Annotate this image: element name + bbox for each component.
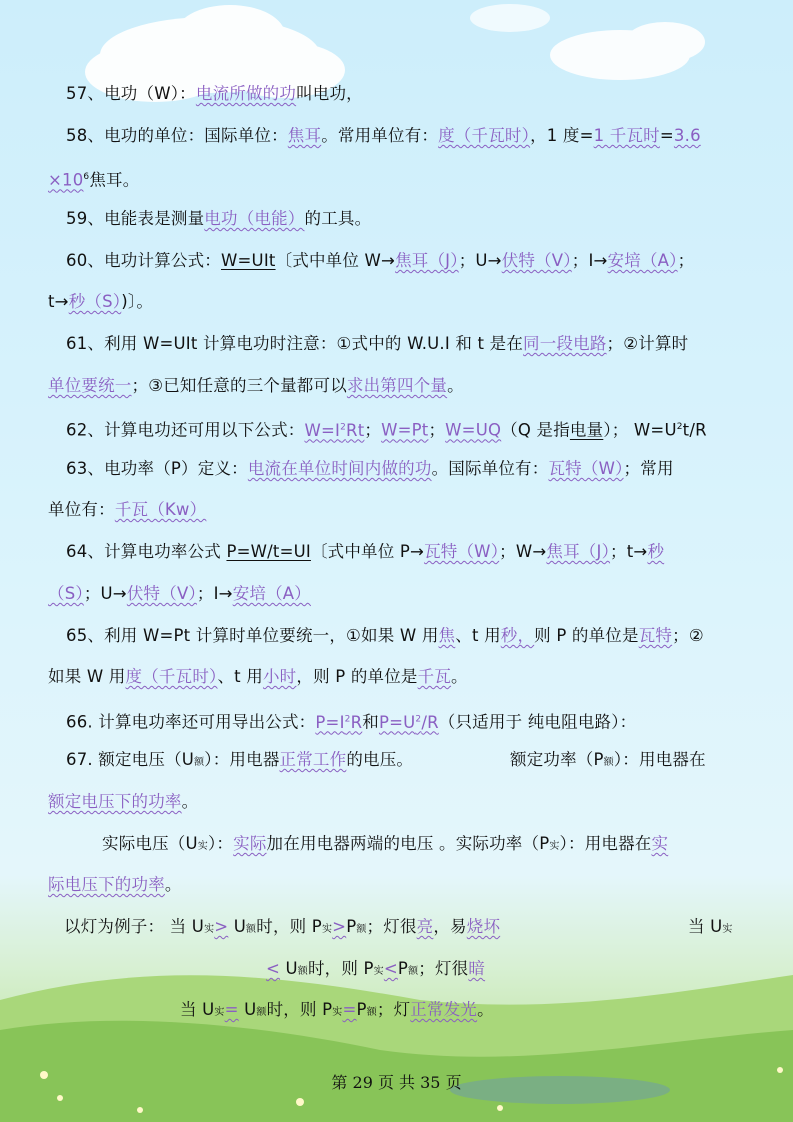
item-64-cont [48, 582, 748, 606]
answer: /R [421, 712, 439, 732]
answer: 秒， [500, 626, 535, 645]
text: 则 P 的单位是 [534, 626, 639, 645]
answer: 伏特（V） [126, 584, 197, 603]
subscript: 额 [366, 1007, 377, 1018]
text: 单位有： [48, 500, 115, 519]
answer: 电功（电能） [204, 209, 305, 228]
answer: > [214, 917, 229, 936]
text: ；灯 [376, 1000, 411, 1019]
answer: 安培（A） [607, 251, 678, 270]
subscript: 实 [214, 1007, 225, 1018]
answer: = [224, 1000, 239, 1019]
example-line-1-right [688, 915, 748, 942]
subscript: 实 [549, 841, 560, 852]
answer: 同一段电路 [523, 334, 607, 353]
text: 额定功率（P [510, 750, 604, 769]
answer: 千瓦 [417, 667, 452, 686]
text: )〕。 [121, 292, 154, 311]
answer: W=UQ [445, 420, 502, 440]
answer: > [332, 917, 347, 936]
answer: 小时 [262, 667, 297, 686]
item-67-cont [48, 790, 748, 814]
text: 。 [477, 1000, 494, 1019]
answer: R [350, 712, 363, 732]
text: 加在用电器两端的电压 。实际功率（P [266, 834, 550, 853]
subscript: 额 [256, 1007, 267, 1018]
text: 66. 计算电功率还可用导出公式： [66, 712, 316, 732]
answer: 瓦特（W） [424, 542, 500, 561]
subscript: 实 [373, 966, 384, 977]
text: ）： [207, 834, 234, 853]
answer: 度（千瓦时） [125, 667, 218, 686]
text: 、t 用 [217, 667, 263, 686]
item-57 [66, 82, 766, 106]
answer: 正常工作 [279, 750, 347, 769]
subscript: 额 [408, 966, 419, 977]
text: ）：用电器在 [559, 834, 652, 853]
formula: W=UIt [221, 251, 276, 270]
text: 时，则 P [266, 1000, 333, 1019]
text: ；灯很 [366, 917, 417, 936]
text: 。 [181, 792, 199, 811]
text: t→ [48, 292, 69, 311]
text: ；U→ [458, 251, 502, 270]
text: 以灯为例子： 当 U [64, 917, 205, 936]
item-65 [66, 624, 766, 648]
item-66 [66, 707, 766, 735]
answer: = [342, 1000, 357, 1019]
answer: 电流所做的功 [195, 84, 297, 103]
text: 。国际单位有： [431, 459, 549, 478]
text: 60、电功计算公式： [66, 251, 221, 270]
answer: 实际 [233, 834, 267, 853]
answer: 亮 [416, 917, 434, 936]
text: P [397, 959, 409, 978]
text: ； [364, 420, 382, 440]
answer: 正常发光 [410, 1000, 478, 1019]
item-63 [66, 457, 766, 481]
subscript: 额 [297, 966, 308, 977]
item-63-cont [48, 498, 748, 522]
text: ；U→ [83, 584, 127, 603]
text: 的工具。 [304, 209, 372, 228]
text: P [356, 1000, 367, 1019]
subscript: 实 [332, 1007, 343, 1018]
answer: 暗 [468, 959, 486, 978]
text: 电量 [569, 420, 604, 440]
text: 。 [451, 667, 468, 686]
answer: 千瓦（Kw） [114, 500, 207, 519]
item-67-rated-power [510, 748, 750, 775]
item-62 [66, 415, 766, 443]
answer: 烧坏 [466, 917, 501, 936]
text: 实际电压（U [102, 834, 198, 853]
answer: 秒（S） [68, 292, 122, 311]
item-61-cont [48, 374, 748, 398]
answer: 单位要统一 [48, 376, 132, 395]
text: ； [428, 420, 446, 440]
subscript: 实 [197, 841, 208, 852]
answer: 焦耳 [287, 126, 322, 145]
text: U [228, 917, 247, 936]
subscript: 实 [722, 924, 733, 935]
text: 时，则 P [256, 917, 322, 936]
text: P [346, 917, 357, 936]
cloud-right [550, 22, 705, 80]
text: ，易 [433, 917, 467, 936]
answer: 度（千瓦时） [438, 126, 531, 145]
answer: 安培（A） [232, 584, 311, 603]
item-59 [66, 207, 766, 231]
superscript: 2 [415, 714, 422, 724]
text: = [659, 126, 674, 145]
answer: < [266, 959, 281, 978]
answer: 实 [651, 834, 669, 853]
text: 62、计算电功还可用以下公式： [66, 420, 305, 440]
text: ； [677, 251, 695, 270]
cloud-small [470, 4, 550, 32]
text: 63、电功率（P）定义： [66, 459, 248, 478]
answer: Rt [346, 420, 365, 440]
answer: 3.6 [673, 126, 701, 145]
answer: P=U [378, 712, 416, 732]
answer: W=I [304, 420, 341, 440]
text: 。常用单位有： [321, 126, 439, 145]
answer: 伏特（V） [501, 251, 572, 270]
text: 如果 W 用 [48, 667, 126, 686]
text: ，则 P 的单位是 [296, 667, 418, 686]
text: 时，则 P [307, 959, 374, 978]
text: 64、计算电功率公式 [66, 542, 227, 561]
text: ；② [672, 626, 704, 645]
answer: ×10 [48, 170, 84, 190]
text: ；I→ [196, 584, 233, 603]
answer: 秒 [647, 542, 665, 561]
example-line-2 [266, 957, 566, 984]
text: 的电压。 [346, 750, 414, 769]
formula: P=W/t=UI [226, 542, 311, 561]
subscript: 实 [204, 924, 215, 935]
answer: W=Pt [381, 420, 429, 440]
answer: 求出第四个量 [346, 376, 448, 395]
text: （Q 是指 [501, 420, 570, 440]
text: 65、利用 W=Pt 计算时单位要统一，①如果 W 用 [66, 626, 439, 645]
answer: < [383, 959, 398, 978]
text: ；t→ [610, 542, 648, 561]
text: ；②计算时 [606, 334, 689, 353]
text: U [280, 959, 298, 978]
text: ，1 度= [530, 126, 594, 145]
text: ；I→ [571, 251, 608, 270]
answer: 焦 [438, 626, 456, 645]
text: 焦耳。 [89, 170, 140, 190]
actual-line [102, 832, 793, 859]
subscript: 额 [194, 757, 205, 768]
superscript: 6 [83, 172, 90, 182]
subscript: 实 [321, 924, 333, 935]
text: ；W→ [499, 542, 547, 561]
text: 58、电功的单位：国际单位： [66, 126, 288, 145]
text: 。 [164, 875, 182, 894]
text: 59、电能表是测量 [66, 209, 205, 228]
text: 。 [447, 376, 464, 395]
text: U [238, 1000, 257, 1019]
text: 、t 用 [455, 626, 501, 645]
example-line-1 [64, 915, 564, 942]
text: 〔式中单位 W→ [275, 251, 396, 270]
text: 当 U [180, 1000, 215, 1019]
page-footer: 第 29 页 共 35 页 [331, 1073, 462, 1092]
item-60 [66, 249, 766, 273]
answer: （S） [48, 584, 84, 603]
answer: 瓦特 [638, 626, 673, 645]
superscript: 2 [676, 422, 683, 432]
text: 当 U [688, 917, 723, 936]
subscript: 额 [603, 757, 614, 768]
answer: 额定电压下的功率 [48, 792, 182, 811]
text: 〔式中单位 P→ [310, 542, 425, 561]
subscript: 额 [356, 924, 367, 935]
item-65-cont [48, 665, 748, 689]
answer: 瓦特（W） [548, 459, 624, 478]
text: ；灯很 [418, 959, 469, 978]
text: 67. 额定电压（U [66, 750, 195, 769]
text: 57、电功（W）： [66, 84, 196, 103]
item-58 [66, 124, 766, 148]
item-64 [66, 540, 766, 564]
answer: 焦耳（J） [395, 251, 459, 270]
text: t/R [682, 420, 707, 440]
answer: P=I [315, 712, 345, 732]
text: ；常用 [623, 459, 674, 478]
text: 叫电功， [296, 84, 363, 103]
item-58-cont [48, 165, 748, 193]
answer: 电流在单位时间内做的功 [247, 459, 432, 478]
text: ）； W=U [603, 420, 677, 440]
subscript: 额 [246, 924, 257, 935]
text: 61、利用 W=UIt 计算电功时注意：①式中的 W.U.I 和 t 是在 [66, 334, 524, 353]
answer: 1 千瓦时 [593, 126, 660, 145]
text: （只适用于 纯电阻电路）： [438, 712, 637, 732]
text: ）：用电器在 [613, 750, 706, 769]
item-61 [66, 332, 766, 356]
text: 和 [362, 712, 379, 732]
answer: 焦耳（J） [546, 542, 611, 561]
superscript: 2 [340, 422, 347, 432]
actual-line-cont [48, 873, 748, 897]
item-60-cont [48, 290, 748, 314]
superscript: 2 [344, 714, 351, 724]
answer: 际电压下的功率 [48, 875, 165, 894]
text: ）：用电器 [204, 750, 280, 769]
text: ；③已知任意的三个量都可以 [131, 376, 347, 395]
example-line-3 [180, 998, 580, 1025]
